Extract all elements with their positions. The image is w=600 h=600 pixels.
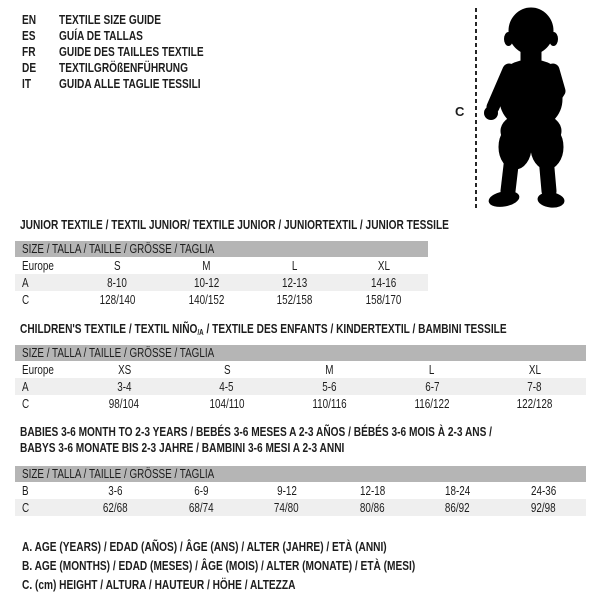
height-measure-dashed-line: [475, 8, 477, 210]
size-cell: L: [292, 258, 298, 273]
size-header-row: SIZE / TALLA / TAILLE / GRÖSSE / TAGLIA: [15, 241, 428, 257]
row-label: Europe: [22, 258, 54, 273]
height-cell: 152/158: [277, 292, 313, 307]
table-row: [15, 291, 428, 308]
table-row: [15, 395, 586, 412]
baby-silhouette-icon: [479, 7, 589, 212]
footnote-b: B. AGE (MONTHS) / EDAD (MESES) / ÂGE (MOIS) / ALTER (MONATE) / ETÀ (MESI): [22, 558, 416, 573]
junior-size-table: [15, 241, 428, 308]
size-cell: S: [114, 258, 121, 273]
age-cell: 14-16: [370, 275, 397, 290]
lang-title: GUÍA DE TALLAS: [59, 28, 143, 43]
age-cell: 9-12: [276, 483, 297, 498]
children-size-table: [15, 345, 586, 412]
size-cell: M: [325, 362, 334, 377]
height-cell: 140/152: [188, 292, 224, 307]
language-title-list: [22, 12, 244, 92]
lang-row-es: [22, 28, 244, 44]
age-cell: 3-6: [108, 483, 123, 498]
lang-code: ES: [22, 28, 36, 43]
table-row: [15, 274, 428, 291]
junior-table-title: JUNIOR TEXTILE / TEXTIL JUNIOR/ TEXTILE JUNIOR / JUNIORTEXTIL / JUNIOR TESSILE: [20, 217, 449, 232]
size-cell: M: [202, 258, 211, 273]
age-cell: 10-12: [193, 275, 219, 290]
lang-code: IT: [22, 76, 32, 91]
age-cell: 3-4: [117, 379, 132, 394]
footnote-legend: [22, 537, 526, 594]
size-cell: XL: [528, 362, 541, 377]
babies-table-title: BABIES 3-6 MONTH TO 2-3 YEARS / BEBÉS 3-6 MESES A 2-3 AÑOS / BÉBÉS 3-6 MOIS À 2-3 ANS / BABYS 3-6 MONATE BIS 2-3 JAHRE / BAMBINI 3-6 MESI A 2-3 ANNI: [20, 424, 492, 455]
height-cell: 92/98: [530, 500, 556, 515]
height-cell: 122/128: [516, 396, 553, 411]
row-label: A: [22, 275, 29, 290]
row-label: C: [22, 500, 30, 515]
age-cell: 6-7: [424, 379, 440, 394]
children-table-title: CHILDREN'S TEXTILE / TEXTIL $NIÑO_{/A}$ / TEXTILE DES ENFANTS / KINDERTEXTIL / BAMBINI TESSILE: [20, 321, 507, 337]
height-cell: 74/80: [274, 500, 300, 515]
table-row: [15, 482, 586, 499]
height-cell: 158/170: [365, 292, 402, 307]
footnote-a: A. AGE (YEARS) / EDAD (AÑOS) / ÂGE (ANS) / ALTER (JAHRE) / ETÀ (ANNI): [22, 539, 387, 554]
height-cell: 110/116: [312, 396, 347, 411]
lang-code: DE: [22, 60, 37, 75]
lang-row-fr: [22, 44, 244, 60]
age-cell: 24-36: [530, 483, 556, 498]
age-cell: 12-13: [282, 275, 308, 290]
size-cell: XS: [117, 362, 131, 377]
age-cell: 12-18: [359, 483, 385, 498]
lang-row-it: [22, 76, 244, 92]
lang-title: GUIDE DES TAILLES TEXTILE: [59, 44, 204, 59]
age-cell: 7-8: [527, 379, 542, 394]
table-row: [15, 499, 586, 516]
table-row: [15, 257, 428, 274]
nino-a-subscript: /A: [197, 328, 204, 337]
row-label: C: [22, 396, 30, 411]
lang-code: FR: [22, 44, 36, 59]
age-cell: 4-5: [219, 379, 235, 394]
lang-row-en: [22, 12, 244, 28]
lang-code: EN: [22, 12, 37, 27]
lang-title: TEXTILE SIZE GUIDE: [59, 12, 161, 27]
size-cell: L: [429, 362, 435, 377]
size-header-row: SIZE / TALLA / TAILLE / GRÖSSE / TAGLIA: [15, 466, 586, 482]
row-label: Europe: [22, 362, 54, 377]
height-cell: 62/68: [103, 500, 129, 515]
lang-row-de: [22, 60, 244, 76]
table-row: [15, 378, 586, 395]
age-cell: 5-6: [322, 379, 337, 394]
size-cell: S: [223, 362, 231, 377]
babies-size-table: [15, 466, 586, 516]
age-cell: 8-10: [107, 275, 128, 290]
size-header-row: SIZE / TALLA / TAILLE / GRÖSSE / TAGLIA: [15, 345, 586, 361]
table-row: [15, 361, 586, 378]
age-cell: 18-24: [445, 483, 471, 498]
height-cell: 104/110: [209, 396, 245, 411]
height-cell: 128/140: [99, 292, 136, 307]
height-cell: 68/74: [188, 500, 214, 515]
size-cell: XL: [377, 258, 390, 273]
height-cell: 116/122: [414, 396, 450, 411]
lang-title: GUIDA ALLE TAGLIE TESSILI: [59, 76, 201, 91]
row-label: A: [22, 379, 29, 394]
row-label: B: [22, 483, 29, 498]
figure-height-label: C: [455, 104, 465, 119]
lang-title: TEXTILGRÖßENFÜHRUNG: [59, 60, 189, 75]
height-cell: 86/92: [445, 500, 471, 515]
row-label: C: [22, 292, 30, 307]
footnote-c: C. (cm) HEIGHT / ALTURA / HAUTEUR / HÖHE / ALTEZZA: [22, 577, 296, 592]
age-cell: 6-9: [194, 483, 209, 498]
height-cell: 80/86: [359, 500, 385, 515]
height-cell: 98/104: [109, 396, 140, 411]
